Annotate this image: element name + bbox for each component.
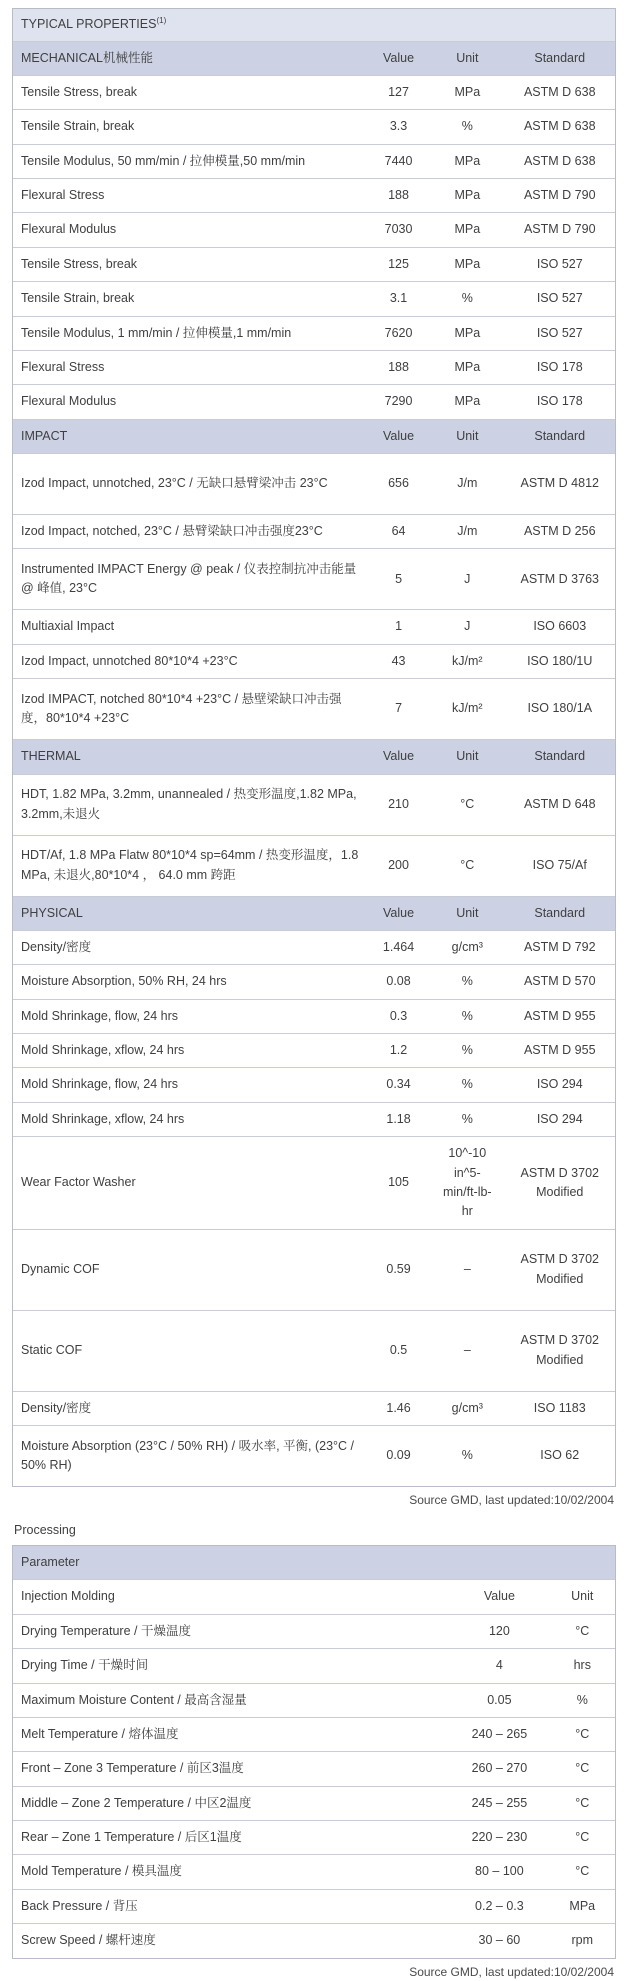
table-row — [13, 1855, 615, 1889]
property-value: 1 — [367, 610, 430, 644]
property-name: Density/密度 — [13, 930, 367, 964]
property-name: Flexural Stress — [13, 179, 367, 213]
parameter-unit: rpm — [550, 1924, 615, 1958]
property-value: 0.59 — [367, 1229, 430, 1310]
column-header-unit: Unit — [430, 41, 504, 75]
property-unit: % — [430, 282, 504, 316]
section-header-row — [13, 896, 615, 930]
property-unit: 10^-10 in^5-min/ft-lb-hr — [430, 1137, 504, 1230]
property-name: Multiaxial Impact — [13, 610, 367, 644]
property-standard: ISO 178 — [505, 350, 616, 384]
property-unit: MPa — [430, 385, 504, 419]
property-value: 0.09 — [367, 1426, 430, 1487]
column-header-value: Value — [367, 740, 430, 774]
table-row — [13, 930, 615, 964]
property-name: Tensile Stress, break — [13, 247, 367, 281]
property-standard: ASTM D 638 — [505, 110, 616, 144]
property-name: Wear Factor Washer — [13, 1137, 367, 1230]
section-name: IMPACT — [13, 419, 367, 453]
property-unit: J/m — [430, 454, 504, 515]
property-standard: ISO 62 — [505, 1426, 616, 1487]
property-value: 125 — [367, 247, 430, 281]
parameter-value: 4 — [449, 1649, 549, 1683]
parameter-value: 260 – 270 — [449, 1752, 549, 1786]
property-unit: kJ/m² — [430, 679, 504, 740]
table-row — [13, 1924, 615, 1958]
table-row — [13, 1034, 615, 1068]
parameter-name: Screw Speed / 螺杆速度 — [13, 1924, 449, 1958]
processing-column-header-row — [13, 1580, 615, 1614]
property-value: 210 — [367, 774, 430, 835]
property-name: Flexural Stress — [13, 350, 367, 384]
property-value: 7290 — [367, 385, 430, 419]
property-unit: J/m — [430, 515, 504, 549]
property-standard: ASTM D 638 — [505, 144, 616, 178]
property-name: Tensile Stress, break — [13, 75, 367, 109]
table-row — [13, 774, 615, 835]
table-row — [13, 679, 615, 740]
property-unit: °C — [430, 835, 504, 896]
parameter-value: 80 – 100 — [449, 1855, 549, 1889]
parameter-unit: °C — [550, 1717, 615, 1751]
parameter-name: Melt Temperature / 熔体温度 — [13, 1717, 449, 1751]
property-name: Density/密度 — [13, 1391, 367, 1425]
property-unit: g/cm³ — [430, 1391, 504, 1425]
property-unit: J — [430, 610, 504, 644]
property-standard: ASTM D 790 — [505, 213, 616, 247]
property-name: Izod Impact, unnotched, 23°C / 无缺口悬臂梁冲击 23°C — [13, 454, 367, 515]
column-header-value: Value — [449, 1580, 549, 1614]
table-row — [13, 1889, 615, 1923]
property-unit: MPa — [430, 213, 504, 247]
property-unit: % — [430, 1426, 504, 1487]
property-standard: ISO 294 — [505, 1068, 616, 1102]
parameter-unit: hrs — [550, 1649, 615, 1683]
property-name: Tensile Modulus, 50 mm/min / 拉伸模量,50 mm/min — [13, 144, 367, 178]
table-row — [13, 1391, 615, 1425]
page-title: TYPICAL PROPERTIES$^{(1)}$ — [13, 9, 615, 41]
table-row — [13, 179, 615, 213]
property-value: 188 — [367, 350, 430, 384]
property-standard: ASTM D 570 — [505, 965, 616, 999]
property-standard: ISO 527 — [505, 316, 616, 350]
property-name: Izod IMPACT, notched 80*10*4 +23°C / 悬壁梁缺口冲击强度，80*10*4 +23°C — [13, 679, 367, 740]
property-value: 3.1 — [367, 282, 430, 316]
column-header-value: Value — [367, 41, 430, 75]
processing-label: Processing — [14, 1523, 76, 1538]
property-name: Flexural Modulus — [13, 385, 367, 419]
column-header-value: Value — [367, 419, 430, 453]
property-standard: ASTM D 3702 Modified — [505, 1310, 616, 1391]
typical-properties-table-wrapper — [12, 8, 616, 1487]
table-row — [13, 316, 615, 350]
column-header-parameter: Injection Molding — [13, 1580, 449, 1614]
parameter-value: 220 – 230 — [449, 1821, 549, 1855]
column-header-unit: Unit — [430, 419, 504, 453]
table-row — [13, 213, 615, 247]
property-unit: % — [430, 999, 504, 1033]
property-value: 656 — [367, 454, 430, 515]
property-unit: MPa — [430, 179, 504, 213]
property-value: 5 — [367, 549, 430, 610]
parameter-name: Middle – Zone 2 Temperature / 中区2温度 — [13, 1786, 449, 1820]
table-row — [13, 515, 615, 549]
property-unit: MPa — [430, 144, 504, 178]
parameter-value: 30 – 60 — [449, 1924, 549, 1958]
table-row — [13, 610, 615, 644]
property-value: 1.464 — [367, 930, 430, 964]
property-standard: ISO 294 — [505, 1102, 616, 1136]
property-standard: ISO 1183 — [505, 1391, 616, 1425]
property-value: 7 — [367, 679, 430, 740]
property-standard: ISO 527 — [505, 247, 616, 281]
property-standard: ASTM D 648 — [505, 774, 616, 835]
parameter-name: Drying Temperature / 干燥温度 — [13, 1614, 449, 1648]
table-row — [13, 110, 615, 144]
table-row — [13, 1068, 615, 1102]
property-name: Mold Shrinkage, xflow, 24 hrs — [13, 1034, 367, 1068]
property-name: Mold Shrinkage, flow, 24 hrs — [13, 1068, 367, 1102]
title-superscript: (1) — [156, 16, 167, 25]
property-standard: ISO 6603 — [505, 610, 616, 644]
datasheet-page — [0, 8, 628, 1981]
property-unit: % — [430, 965, 504, 999]
table-row — [13, 75, 615, 109]
property-standard: ASTM D 955 — [505, 999, 616, 1033]
property-name: HDT/Af, 1.8 MPa Flatw 80*10*4 sp=64mm / 热变形温度，1.8 MPa, 未退火,80*10*4 ， 64.0 mm 跨距 — [13, 835, 367, 896]
property-standard: ASTM D 955 — [505, 1034, 616, 1068]
parameter-name: Drying Time / 干燥时间 — [13, 1649, 449, 1683]
parameter-unit: °C — [550, 1855, 615, 1889]
property-name: Izod Impact, unnotched 80*10*4 +23°C — [13, 644, 367, 678]
property-name: Flexural Modulus — [13, 213, 367, 247]
property-standard: ASTM D 638 — [505, 75, 616, 109]
parameter-unit: °C — [550, 1752, 615, 1786]
table-row — [13, 1786, 615, 1820]
table-row — [13, 549, 615, 610]
parameter-name: Mold Temperature / 模具温度 — [13, 1855, 449, 1889]
property-name: Tensile Strain, break — [13, 110, 367, 144]
property-value: 7030 — [367, 213, 430, 247]
column-header-unit: Unit — [430, 896, 504, 930]
column-header-standard: Standard — [505, 740, 616, 774]
property-value: 105 — [367, 1137, 430, 1230]
property-value: 0.3 — [367, 999, 430, 1033]
property-unit: – — [430, 1310, 504, 1391]
property-name: HDT, 1.82 MPa, 3.2mm, unannealed / 热变形温度,1.82 MPa, 3.2mm,未退火 — [13, 774, 367, 835]
property-standard: ASTM D 3763 — [505, 549, 616, 610]
column-header-unit: Unit — [430, 740, 504, 774]
table-row — [13, 835, 615, 896]
property-standard: ASTM D 256 — [505, 515, 616, 549]
typical-properties-table — [13, 9, 615, 1487]
section-header-row — [13, 41, 615, 75]
parameter-unit: °C — [550, 1821, 615, 1855]
properties-source-note: Source GMD, last updated:10/02/2004 — [409, 1493, 614, 1508]
property-name: Moisture Absorption, 50% RH, 24 hrs — [13, 965, 367, 999]
table-row — [13, 1310, 615, 1391]
parameter-unit: °C — [550, 1786, 615, 1820]
parameter-name: Rear – Zone 1 Temperature / 后区1温度 — [13, 1821, 449, 1855]
section-header-row — [13, 419, 615, 453]
table-row — [13, 1137, 615, 1230]
table-row — [13, 454, 615, 515]
property-unit: % — [430, 110, 504, 144]
parameter-unit: % — [550, 1683, 615, 1717]
property-standard: ISO 527 — [505, 282, 616, 316]
table-row — [13, 144, 615, 178]
section-header-row — [13, 740, 615, 774]
table-row — [13, 1683, 615, 1717]
parameter-unit: °C — [550, 1614, 615, 1648]
table-row — [13, 1752, 615, 1786]
parameter-value: 120 — [449, 1614, 549, 1648]
table-title-row — [13, 9, 615, 41]
property-standard: ASTM D 3702 Modified — [505, 1229, 616, 1310]
property-unit: J — [430, 549, 504, 610]
property-value: 7440 — [367, 144, 430, 178]
property-name: Mold Shrinkage, xflow, 24 hrs — [13, 1102, 367, 1136]
property-value: 188 — [367, 179, 430, 213]
table-row — [13, 1229, 615, 1310]
property-value: 1.46 — [367, 1391, 430, 1425]
property-standard: ISO 178 — [505, 385, 616, 419]
property-unit: MPa — [430, 350, 504, 384]
property-unit: MPa — [430, 75, 504, 109]
property-standard: ISO 180/1A — [505, 679, 616, 740]
property-unit: MPa — [430, 247, 504, 281]
processing-table-wrapper — [12, 1545, 616, 1959]
table-row — [13, 1821, 615, 1855]
parameter-name: Back Pressure / 背压 — [13, 1889, 449, 1923]
column-header-value: Value — [367, 896, 430, 930]
property-value: 43 — [367, 644, 430, 678]
property-unit: kJ/m² — [430, 644, 504, 678]
table-row — [13, 999, 615, 1033]
table-row — [13, 350, 615, 384]
property-standard: ISO 75/Af — [505, 835, 616, 896]
property-unit: % — [430, 1102, 504, 1136]
property-standard: ASTM D 3702 Modified — [505, 1137, 616, 1230]
column-header-unit: Unit — [550, 1580, 615, 1614]
column-header-standard: Standard — [505, 41, 616, 75]
property-unit: °C — [430, 774, 504, 835]
property-value: 0.5 — [367, 1310, 430, 1391]
property-name: Instrumented IMPACT Energy @ peak / 仪表控制抗冲击能量 @ 峰值, 23°C — [13, 549, 367, 610]
property-name: Static COF — [13, 1310, 367, 1391]
processing-source-note: Source GMD, last updated:10/02/2004 — [409, 1964, 614, 1979]
parameter-name: Front – Zone 3 Temperature / 前区3温度 — [13, 1752, 449, 1786]
section-name: MECHANICAL机械性能 — [13, 41, 367, 75]
table-row — [13, 1426, 615, 1487]
parameter-unit: MPa — [550, 1889, 615, 1923]
property-value: 0.34 — [367, 1068, 430, 1102]
column-header-standard: Standard — [505, 419, 616, 453]
table-row — [13, 644, 615, 678]
parameter-name: Maximum Moisture Content / 最高含湿量 — [13, 1683, 449, 1717]
property-standard: ISO 180/1U — [505, 644, 616, 678]
property-standard: ASTM D 792 — [505, 930, 616, 964]
parameter-value: 245 – 255 — [449, 1786, 549, 1820]
section-name: PHYSICAL — [13, 896, 367, 930]
column-header-standard: Standard — [505, 896, 616, 930]
property-value: 200 — [367, 835, 430, 896]
parameter-value: 0.2 – 0.3 — [449, 1889, 549, 1923]
property-value: 0.08 — [367, 965, 430, 999]
property-unit: % — [430, 1068, 504, 1102]
property-name: Tensile Modulus, 1 mm/min / 拉伸模量,1 mm/min — [13, 316, 367, 350]
property-value: 64 — [367, 515, 430, 549]
property-value: 1.18 — [367, 1102, 430, 1136]
property-unit: % — [430, 1034, 504, 1068]
property-name: Tensile Strain, break — [13, 282, 367, 316]
parameter-header-label: Parameter — [13, 1546, 615, 1580]
table-row — [13, 1102, 615, 1136]
property-unit: MPa — [430, 316, 504, 350]
property-unit: g/cm³ — [430, 930, 504, 964]
property-name: Moisture Absorption (23°C / 50% RH) / 吸水率, 平衡, (23°C / 50% RH) — [13, 1426, 367, 1487]
property-unit: – — [430, 1229, 504, 1310]
section-name: THERMAL — [13, 740, 367, 774]
table-row — [13, 965, 615, 999]
property-value: 3.3 — [367, 110, 430, 144]
property-name: Izod Impact, notched, 23°C / 悬臂梁缺口冲击强度23°C — [13, 515, 367, 549]
parameter-value: 0.05 — [449, 1683, 549, 1717]
processing-table — [13, 1546, 615, 1959]
table-row — [13, 1614, 615, 1648]
table-row — [13, 385, 615, 419]
table-row — [13, 247, 615, 281]
property-name: Mold Shrinkage, flow, 24 hrs — [13, 999, 367, 1033]
property-standard: ASTM D 790 — [505, 179, 616, 213]
table-row — [13, 282, 615, 316]
property-name: Dynamic COF — [13, 1229, 367, 1310]
property-value: 1.2 — [367, 1034, 430, 1068]
parameter-value: 240 – 265 — [449, 1717, 549, 1751]
table-row — [13, 1717, 615, 1751]
property-value: 127 — [367, 75, 430, 109]
parameter-header-row — [13, 1546, 615, 1580]
property-value: 7620 — [367, 316, 430, 350]
property-standard: ASTM D 4812 — [505, 454, 616, 515]
table-row — [13, 1649, 615, 1683]
